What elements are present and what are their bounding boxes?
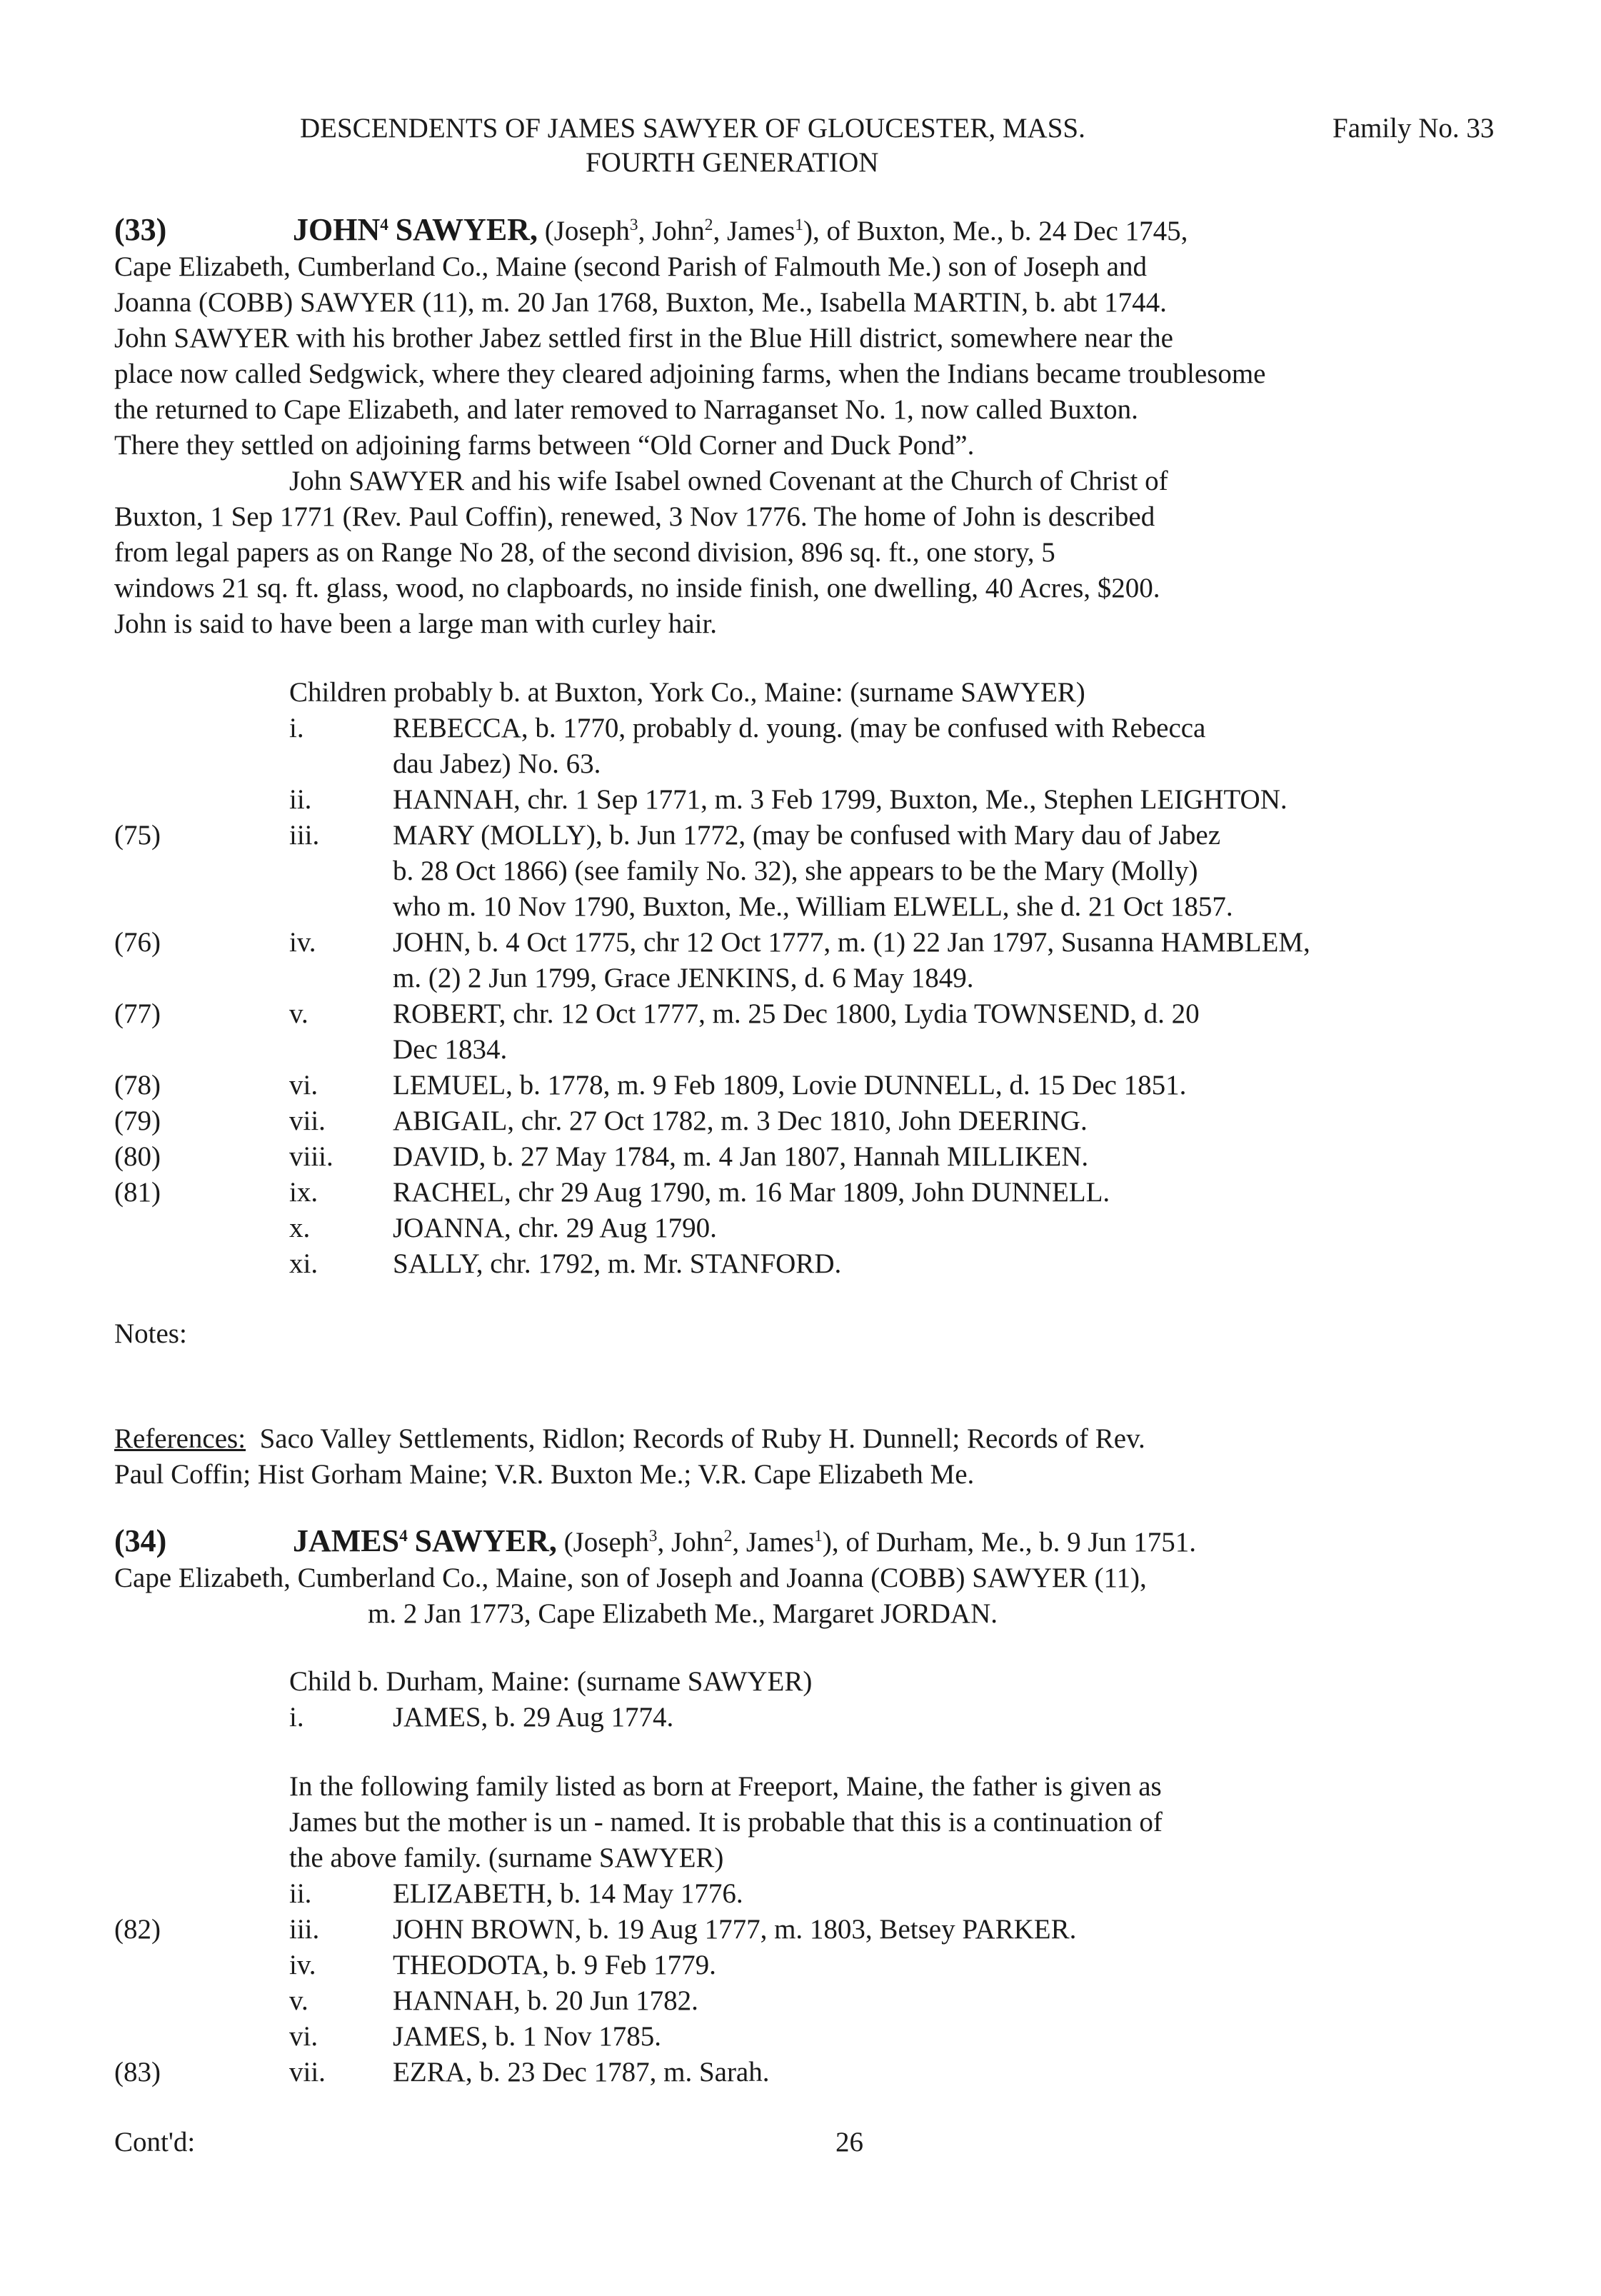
child-entry <box>0 818 1601 925</box>
child-entry <box>0 2055 1601 2090</box>
family-33-bio-line: place now called Sedgwick, where they cleared adjoining farms, when the Indians became troublesome <box>114 359 1266 389</box>
family-33-generation: 4 <box>380 216 388 234</box>
family-33-bio-line: John SAWYER with his brother Jabez settled first in the Blue Hill district, somewhere near the <box>114 323 1173 354</box>
child-roman: iv. <box>289 927 316 958</box>
child-number: (79) <box>114 1106 161 1136</box>
family-33-number: (33) <box>114 212 167 247</box>
child-number: (80) <box>114 1141 161 1172</box>
child-roman: iv. <box>289 1950 316 1980</box>
child-entry <box>0 1700 1601 1735</box>
family-33-para2-line: windows 21 sq. ft. glass, wood, no clapboards, no inside finish, one dwelling, 40 Acres, $200. <box>114 573 1160 603</box>
child-number: (83) <box>114 2057 161 2087</box>
child-text: EZRA, b. 23 Dec 1787, m. Sarah. <box>393 2057 770 2087</box>
child-number: (75) <box>114 820 161 851</box>
child-entry <box>0 711 1601 782</box>
child-roman: v. <box>289 998 308 1029</box>
child-roman: vi. <box>289 1070 318 1101</box>
child-text: m. (2) 2 Jun 1799, Grace JENKINS, d. 6 May 1849. <box>393 963 974 993</box>
child-roman: i. <box>289 1702 304 1733</box>
child-roman: vii. <box>289 2057 326 2087</box>
child-text: JAMES, b. 1 Nov 1785. <box>393 2021 661 2052</box>
child-text: JAMES, b. 29 Aug 1774. <box>393 1702 674 1733</box>
family-34-following-line: the above family. (surname SAWYER) <box>289 1843 724 1873</box>
family-33-bio-line: Cape Elizabeth, Cumberland Co., Maine (second Parish of Falmouth Me.) son of Joseph and <box>114 251 1147 282</box>
family-33-bio-line: Joanna (COBB) SAWYER (11), m. 20 Jan 1768, Buxton, Me., Isabella MARTIN, b. abt 1744. <box>114 287 1167 318</box>
family-34-child-intro: Child b. Durham, Maine: (surname SAWYER) <box>289 1666 813 1697</box>
child-text: ABIGAIL, chr. 27 Oct 1782, m. 3 Dec 1810, John DEERING. <box>393 1106 1088 1136</box>
family-34-number: (34) <box>114 1523 167 1558</box>
child-roman: xi. <box>289 1248 318 1279</box>
family-33-children-intro: Children probably b. at Buxton, York Co., Maine: (surname SAWYER) <box>289 677 1085 708</box>
child-roman: ii. <box>289 1878 312 1909</box>
family-34-generation: 4 <box>399 1527 408 1545</box>
family-33-surname: SAWYER, <box>395 212 538 247</box>
child-roman: iii. <box>289 820 320 851</box>
family-34-bio-line: Cape Elizabeth, Cumberland Co., Maine, son of Joseph and Joanna (COBB) SAWYER (11), <box>114 1563 1147 1593</box>
continued-label: Cont'd: <box>114 2127 196 2157</box>
child-roman: vii. <box>289 1106 326 1136</box>
references-text: Paul Coffin; Hist Gorham Maine; V.R. Buxton Me.; V.R. Cape Elizabeth Me. <box>114 1459 975 1490</box>
child-text: JOANNA, chr. 29 Aug 1790. <box>393 1213 717 1243</box>
child-entry <box>0 1246 1601 1282</box>
child-number: (76) <box>114 927 161 958</box>
child-text: who m. 10 Nov 1790, Buxton, Me., William ELWELL, she d. 21 Oct 1857. <box>393 891 1233 922</box>
child-text: RACHEL, chr 29 Aug 1790, m. 16 Mar 1809, John DUNNELL. <box>393 1177 1110 1208</box>
child-text: THEODOTA, b. 9 Feb 1779. <box>393 1950 716 1980</box>
child-entry <box>0 1103 1601 1139</box>
family-number-label: Family No. 33 <box>1333 113 1495 144</box>
child-number: (82) <box>114 1914 161 1945</box>
child-roman: vi. <box>289 2021 318 2052</box>
child-number: (81) <box>114 1177 161 1208</box>
family-33-name: JOHN <box>293 212 381 247</box>
child-entry <box>0 925 1601 996</box>
child-entry <box>0 782 1601 818</box>
child-text: dau Jabez) No. 63. <box>393 748 601 779</box>
child-roman: v. <box>289 1985 308 2016</box>
child-text: ROBERT, chr. 12 Oct 1777, m. 25 Dec 1800, Lydia TOWNSEND, d. 20 <box>393 998 1200 1029</box>
family-34-bio-line: m. 2 Jan 1773, Cape Elizabeth Me., Margaret JORDAN. <box>368 1598 998 1629</box>
child-entry <box>0 2019 1601 2055</box>
child-text: HANNAH, b. 20 Jun 1782. <box>393 1985 698 2016</box>
references-text: Saco Valley Settlements, Ridlon; Records of Ruby H. Dunnell; Records of Rev. <box>259 1423 1145 1454</box>
child-roman: ii. <box>289 784 312 815</box>
family-34-heading <box>293 1523 1196 1560</box>
child-text: JOHN BROWN, b. 19 Aug 1777, m. 1803, Betsey PARKER. <box>393 1914 1077 1945</box>
child-entry <box>0 1876 1601 1912</box>
child-entry <box>0 1983 1601 2019</box>
generation-subtitle: FOURTH GENERATION <box>586 147 879 178</box>
family-34-surname: SAWYER, <box>414 1523 557 1558</box>
child-text: HANNAH, chr. 1 Sep 1771, m. 3 Feb 1799, Buxton, Me., Stephen LEIGHTON. <box>393 784 1288 815</box>
notes-label: Notes: <box>114 1318 187 1349</box>
child-text: JOHN, b. 4 Oct 1775, chr 12 Oct 1777, m. (1) 22 Jan 1797, Susanna HAMBLEM, <box>393 927 1310 958</box>
child-roman: iii. <box>289 1914 320 1945</box>
child-text: ELIZABETH, b. 14 May 1776. <box>393 1878 743 1909</box>
child-text: b. 28 Oct 1866) (see family No. 32), she appears to be the Mary (Molly) <box>393 856 1198 886</box>
child-entry <box>0 1912 1601 1947</box>
family-33-para2-first: John SAWYER and his wife Isabel owned Covenant at the Church of Christ of <box>289 466 1168 496</box>
child-text: DAVID, b. 27 May 1784, m. 4 Jan 1807, Hannah MILLIKEN. <box>393 1141 1089 1172</box>
child-roman: i. <box>289 713 304 743</box>
child-entry <box>0 1947 1601 1983</box>
child-number: (77) <box>114 998 161 1029</box>
child-text: LEMUEL, b. 1778, m. 9 Feb 1809, Lovie DUNNELL, d. 15 Dec 1851. <box>393 1070 1187 1101</box>
family-33-para2-line: from legal papers as on Range No 28, of the second division, 896 sq. ft., one story, 5 <box>114 537 1055 568</box>
child-roman: ix. <box>289 1177 318 1208</box>
child-entry <box>0 1175 1601 1210</box>
child-entry <box>0 1139 1601 1175</box>
page-number: 26 <box>835 2127 863 2157</box>
child-text: REBECCA, b. 1770, probably d. young. (may be confused with Rebecca <box>393 713 1206 743</box>
family-33-lineage: (Joseph$^3$, John$^2$, James$^1$), of Buxton, Me., b. 24 Dec 1745, <box>544 216 1188 246</box>
family-34-lineage: (Joseph$^3$, John$^2$, James$^1$), of Durham, Me., b. 9 Jun 1751. <box>563 1527 1197 1558</box>
child-roman: x. <box>289 1213 311 1243</box>
child-text: SALLY, chr. 1792, m. Mr. STANFORD. <box>393 1248 842 1279</box>
references <box>114 1421 1145 1457</box>
child-text: Dec 1834. <box>393 1034 508 1065</box>
child-entry <box>0 996 1601 1068</box>
family-34-name: JAMES <box>293 1523 400 1558</box>
page-title: DESCENDENTS OF JAMES SAWYER OF GLOUCESTER, MASS. <box>300 113 1085 144</box>
child-number: (78) <box>114 1070 161 1101</box>
family-33-heading <box>293 212 1188 249</box>
child-roman: viii. <box>289 1141 333 1172</box>
family-33-para2-line: Buxton, 1 Sep 1771 (Rev. Paul Coffin), renewed, 3 Nov 1776. The home of John is described <box>114 501 1155 532</box>
family-34-following-line: James but the mother is un - named. It is probable that this is a continuation of <box>289 1807 1163 1838</box>
family-33-bio-line: There they settled on adjoining farms between “Old Corner and Duck Pond”. <box>114 430 975 461</box>
child-text: MARY (MOLLY), b. Jun 1772, (may be confused with Mary dau of Jabez <box>393 820 1221 851</box>
family-33-para2-line: John is said to have been a large man with curley hair. <box>114 608 718 639</box>
child-entry <box>0 1210 1601 1246</box>
family-34-following-line: In the following family listed as born at Freeport, Maine, the father is given as <box>289 1771 1162 1802</box>
references-label: References: <box>114 1423 246 1454</box>
family-33-bio-line: the returned to Cape Elizabeth, and later removed to Narraganset No. 1, now called Buxton. <box>114 394 1138 425</box>
child-entry <box>0 1068 1601 1103</box>
